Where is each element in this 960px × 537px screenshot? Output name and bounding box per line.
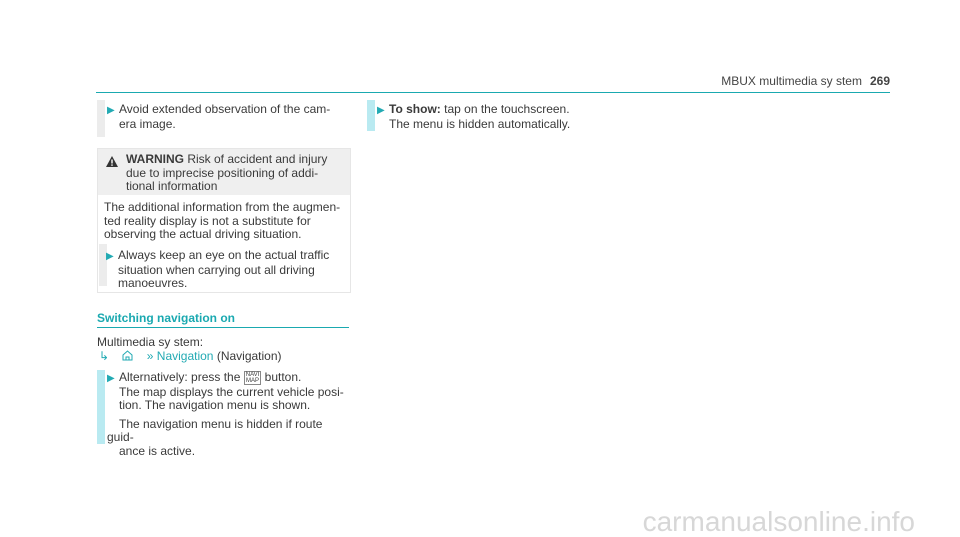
triangle-bullet-icon: ▶ bbox=[107, 105, 115, 116]
warning-bullet bbox=[106, 249, 346, 291]
bullet-text: Avoid extended observation of the cam- bbox=[119, 102, 331, 116]
bullet-text: tion. The navigation menu is shown. bbox=[119, 398, 311, 413]
warning-label: WARNING bbox=[126, 152, 184, 166]
bullet-alternatively bbox=[107, 371, 347, 458]
triangle-bullet-icon: ▶ bbox=[377, 105, 385, 116]
section-rule bbox=[97, 327, 349, 328]
warning-body bbox=[104, 201, 344, 242]
warning-body-line: observing the actual driving situation. bbox=[104, 227, 302, 241]
warning-bullet-line: Always keep an eye on the actual traffic bbox=[118, 248, 330, 262]
page-number: 269 bbox=[869, 74, 890, 88]
warning-title-line: due to imprecise positioning of addi- bbox=[126, 165, 319, 180]
section-title: Switching navigation on bbox=[97, 311, 235, 325]
warning-body-line: ted reality display is not a substitute for bbox=[104, 213, 311, 228]
navigation-paren: (Navigation) bbox=[216, 349, 282, 363]
bullet-text: button. bbox=[264, 370, 302, 385]
bullet-text: Alternatively: press the bbox=[119, 370, 241, 385]
system-label: Multimedia sy stem: bbox=[97, 335, 204, 349]
warning-body-line: The additional information from the augmen- bbox=[104, 200, 341, 214]
bullet-text: The map displays the current vehicle posi- bbox=[119, 384, 344, 399]
bullet-text: The menu is hidden automatically. bbox=[389, 116, 571, 131]
warning-icon bbox=[106, 156, 118, 167]
warning-title bbox=[126, 153, 346, 194]
cyan-bullet-bar bbox=[97, 370, 105, 444]
header-title: MBUX multimedia sy stem bbox=[721, 74, 862, 88]
bullet-avoid bbox=[107, 103, 347, 131]
chevron-right-icon: » bbox=[146, 349, 154, 363]
nav-path bbox=[97, 350, 349, 364]
warning-bullet-line: situation when carrying out all driving bbox=[118, 262, 315, 277]
bullet-text: The navigation menu is hidden if route guid- bbox=[107, 416, 323, 445]
navbtn-bottom: MAP bbox=[246, 378, 260, 384]
triangle-bullet-icon: ▶ bbox=[107, 373, 115, 385]
warning-box bbox=[97, 148, 351, 293]
header-rule bbox=[96, 92, 890, 93]
bullet-to-show bbox=[377, 103, 637, 131]
home-icon[interactable] bbox=[122, 350, 133, 364]
bullet-bar bbox=[97, 100, 105, 137]
bullet-text: era image. bbox=[119, 116, 176, 131]
watermark: carmanualsonline.info bbox=[642, 505, 915, 537]
bullet-text: ance is active. bbox=[119, 443, 196, 458]
page-header bbox=[721, 75, 890, 89]
navigation-link[interactable]: Navigation bbox=[156, 349, 214, 363]
triangle-bullet-icon: ▶ bbox=[106, 251, 114, 262]
cyan-bullet-bar bbox=[367, 100, 375, 131]
warning-header bbox=[98, 149, 350, 195]
navi-map-button-icon bbox=[244, 371, 262, 385]
warning-bullet-line: manoeuvres. bbox=[118, 276, 188, 290]
warning-title-line: Risk of accident and injury bbox=[187, 152, 328, 166]
bullet-text: tap on the touchscreen. bbox=[444, 102, 570, 116]
warning-title-line: tional information bbox=[126, 179, 218, 193]
arrow-return-icon: ↳ bbox=[99, 349, 110, 363]
navbtn-top: NAVI bbox=[245, 372, 260, 378]
to-show-label: To show: bbox=[389, 102, 441, 116]
